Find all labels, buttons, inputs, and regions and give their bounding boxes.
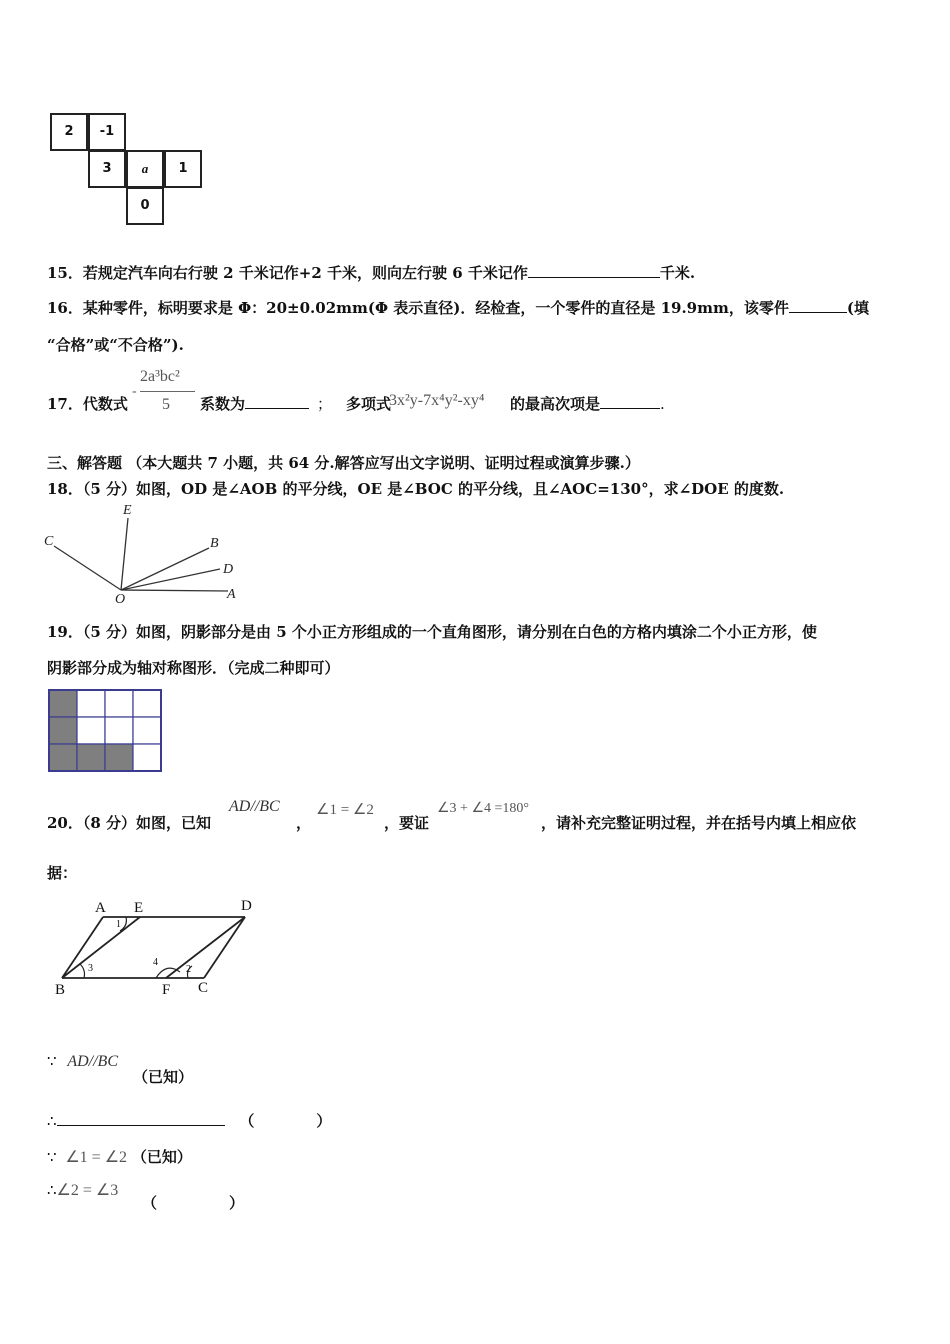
shaded-square (77, 744, 105, 771)
label-D: D (241, 898, 252, 914)
proof-step-2-blank[interactable] (57, 1111, 225, 1126)
therefore-symbol: ∴ (47, 1181, 57, 1199)
shaded-square (49, 744, 77, 771)
q17-numerator: 2a³bc² (140, 368, 180, 385)
label-E: E (123, 503, 132, 518)
shaded-square (49, 690, 77, 717)
net-cell: a (126, 150, 164, 188)
q16-text-end: (填 (846, 299, 869, 317)
question-16 (47, 297, 869, 318)
proof-step-4 (47, 1180, 118, 1200)
label-B: B (210, 536, 219, 551)
label-B: B (55, 982, 66, 998)
proof-step-4-reason-close: ） (229, 1194, 245, 1212)
q16-answer-blank[interactable] (789, 298, 847, 313)
proof-step-2-reason-open: （ (239, 1112, 255, 1130)
q17-coefficient (200, 393, 391, 414)
square-grid (47, 688, 165, 776)
white-square[interactable] (105, 690, 133, 717)
proof-step-3-math: ∠1 = ∠2 (65, 1149, 128, 1166)
fraction-bar (140, 391, 195, 392)
q15-answer-blank[interactable] (528, 263, 660, 278)
q20-label: 20．（8 分）如图，已知 (47, 814, 212, 832)
q17-minus: - (132, 384, 137, 399)
q20-to-prove-label: ，要证 (384, 814, 430, 832)
proof-step-4-reason (142, 1192, 244, 1213)
shaded-square (105, 744, 133, 771)
proof-step-3-reason: （已知） (131, 1148, 192, 1166)
net-cell: 0 (126, 187, 164, 225)
label-D: D (223, 562, 234, 577)
label-A: A (227, 587, 236, 602)
white-square[interactable] (133, 717, 161, 744)
angle-4-label: 4 (153, 957, 158, 968)
q20-tail: ，请补充完整证明过程，并在括号内填上相应依 (541, 814, 857, 832)
angle-1-label: 1 (116, 919, 121, 930)
q20-comma: ， (296, 814, 312, 832)
q17-coef-blank[interactable] (245, 394, 309, 409)
q17-separator: ； (317, 395, 333, 413)
white-square[interactable] (133, 690, 161, 717)
proof-step-2 (47, 1110, 331, 1131)
label-C: C (44, 534, 54, 549)
white-square[interactable] (77, 717, 105, 744)
proof-step-4-reason-open: （ (142, 1194, 158, 1212)
question-18: 18．（5 分）如图，OD 是∠AOB 的平分线，OE 是∠BOC 的平分线，且∠AOC=130°，求∠DOE 的度数. (47, 480, 785, 498)
q17-period: . (660, 395, 665, 413)
q17-denominator: 5 (162, 396, 170, 413)
q20-given-angles: ∠1 = ∠2 (316, 802, 374, 818)
label-F: F (162, 982, 171, 998)
white-square[interactable] (133, 744, 161, 771)
because-symbol: ∵ (47, 1148, 57, 1166)
q17-tail (510, 393, 665, 414)
q17-label: 17．代数式 (47, 395, 128, 413)
q17-polynomial: 3x²y-7x⁴y²-xy⁴ (389, 392, 485, 409)
angle-3-label: 3 (88, 963, 93, 974)
label-A: A (95, 900, 106, 916)
net-cell: 3 (88, 150, 126, 188)
q17-tail-text: 的最高次项是 (510, 395, 601, 413)
white-square[interactable] (105, 717, 133, 744)
because-symbol: ∵ (47, 1052, 57, 1070)
angle-2-label: 2 (186, 964, 191, 975)
proof-step-1 (47, 1052, 118, 1071)
therefore-symbol: ∴ (47, 1112, 57, 1130)
q20-to-prove: ∠3 + ∠4 =180° (437, 801, 529, 816)
proof-step-3 (47, 1146, 192, 1167)
q20-line2: 据： (47, 864, 78, 882)
proof-step-2-reason-close: ） (316, 1112, 332, 1130)
proof-step-4-math: ∠2 = ∠3 (56, 1182, 119, 1199)
proof-step-1-reason: （已知） (133, 1068, 194, 1086)
question-19: 19．（5 分）如图，阴影部分是由 5 个小正方形组成的一个直角图形，请分别在白色的方格内填涂二个小正方形，使 (47, 623, 817, 641)
q16-text: 16．某种零件，标明要求是 Φ：20±0.02mm(Φ 表示直径)．经检查，一个零件的直径是 19.9mm，该零件 (47, 299, 789, 317)
proof-step-1-math: AD//BC (67, 1053, 118, 1070)
white-square[interactable] (77, 690, 105, 717)
q15-unit: 千米. (659, 264, 696, 282)
label-O: O (115, 592, 126, 607)
q15-text: 15．若规定汽车向右行驶 2 千米记作+2 千米，则向左行驶 6 千米记作 (47, 264, 528, 282)
question-15 (47, 262, 695, 283)
q17-coef-label: 系数为 (200, 395, 246, 413)
section-3-title: 三、解答题 （本大题共 7 小题，共 64 分.解答应写出文字说明、证明过程或演算步骤.） (47, 454, 640, 472)
q20-given-parallel: AD//BC (229, 798, 280, 815)
net-cell: -1 (88, 113, 126, 151)
q16-line2: “合格”或“不合格”). (47, 336, 184, 354)
q17-term-blank[interactable] (600, 394, 660, 409)
net-cell: 2 (50, 113, 88, 151)
label-C: C (198, 980, 209, 996)
q17-poly-label: 多项式 (346, 395, 392, 413)
label-E: E (134, 900, 144, 916)
net-cell: 1 (164, 150, 202, 188)
shaded-square (49, 717, 77, 744)
q19-line2: 阴影部分成为轴对称图形．（完成二种即可） (47, 659, 340, 677)
